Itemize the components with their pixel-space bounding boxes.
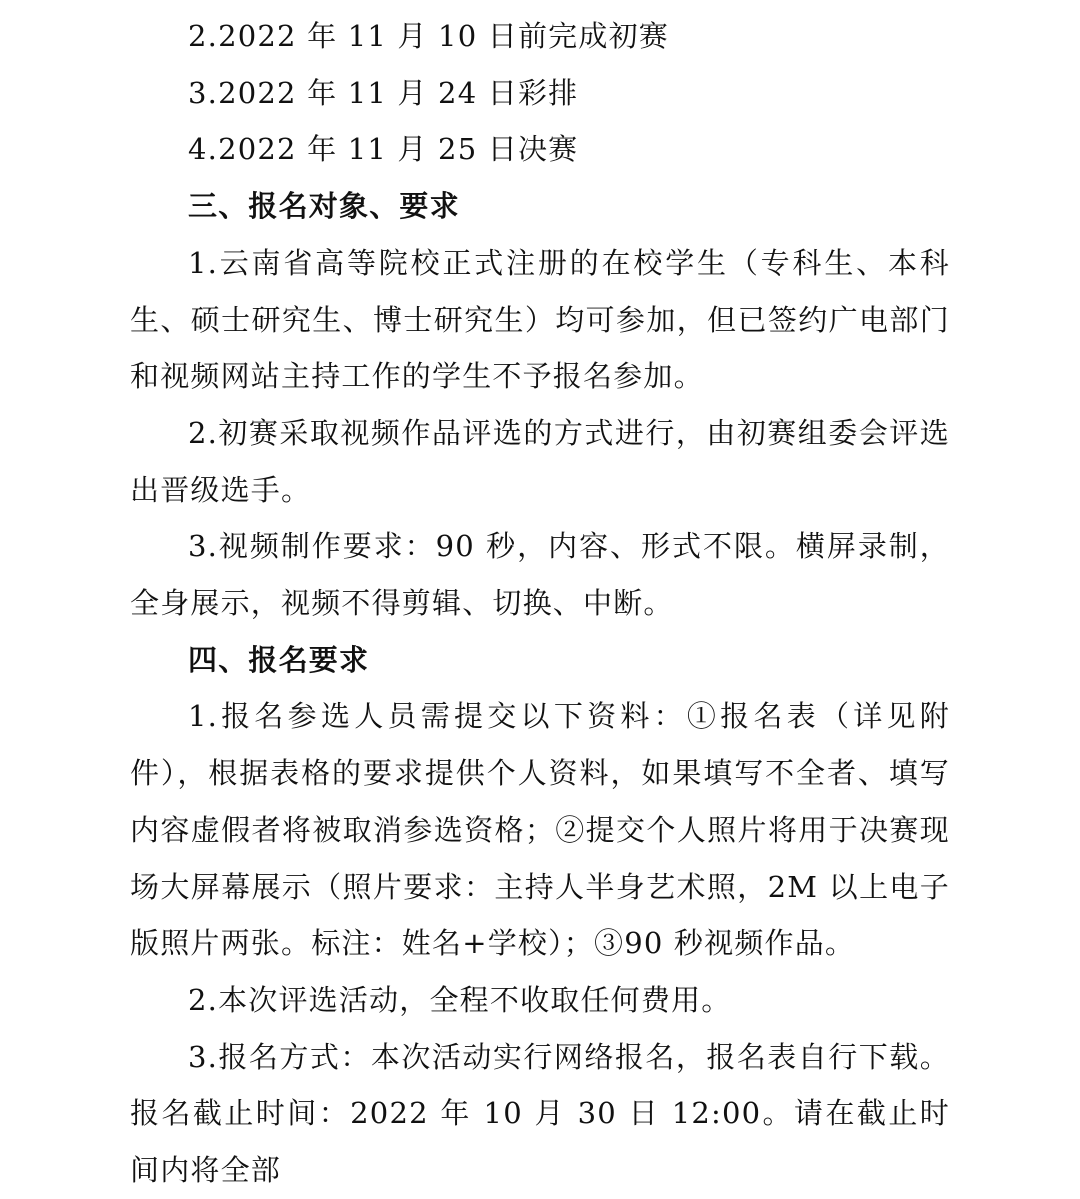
section-4-item-2: 2.本次评选活动，全程不收取任何费用。 (188, 982, 732, 1017)
section-4-item-3: 3.报名方式：本次活动实行网络报名，报名表自行下载。报名截止时间：2022 年 10 月 30 日 12:00。请在截止时间内将全部 (130, 1039, 950, 1188)
document-body (130, 8, 950, 1199)
section-3-item-1: 1.云南省高等院校正式注册的在校学生（专科生、本科生、硕士研究生、博士研究生）均可参加，但已签约广电部门和视频网站主持工作的学生不予报名参加。 (130, 245, 950, 394)
section-4-item-1: 1.报名参选人员需提交以下资料：①报名表（详见附件），根据表格的要求提供个人资料，如果填写不全者、填写内容虚假者将被取消参选资格；②提交个人照片将用于决赛现场大屏幕展示（照片要求：主持人半身艺术照，2M 以上电子版照片两张。标注：姓名+学校）；③90 秒视频作品。 (130, 699, 950, 961)
schedule-item-2: 2.2022 年 11 月 10 日前完成初赛 (188, 19, 669, 53)
section-3-heading: 三、报名对象、要求 (188, 189, 460, 224)
section-3-item-3: 3.视频制作要求：90 秒，内容、形式不限。横屏录制，全身展示，视频不得剪辑、切换、中断。 (130, 529, 950, 621)
schedule-item-4: 4.2022 年 11 月 25 日决赛 (188, 132, 579, 167)
section-4-heading: 四、报名要求 (188, 642, 370, 677)
section-3-item-2: 2.初赛采取视频作品评选的方式进行，由初赛组委会评选出晋级选手。 (130, 415, 950, 507)
schedule-item-3: 3.2022 年 11 月 24 日彩排 (188, 75, 579, 110)
